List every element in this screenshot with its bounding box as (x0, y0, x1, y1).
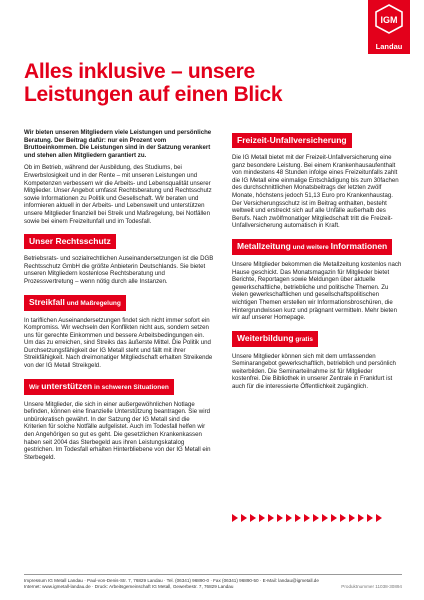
logo-emblem-icon (375, 4, 403, 34)
logo-region: Landau (375, 42, 403, 51)
arrow-icon (376, 514, 382, 522)
svg-text:IGM: IGM (380, 15, 398, 25)
arrow-icon (304, 514, 310, 522)
heading-weiterbildung: Weiterbildung gratis (232, 331, 318, 347)
text-freizeit: Die IG Metall bietet mit der Freizeit-Unfallversicherung eine ganz besondere Leistung. Bei einem Krankenhausaufenthalt von mindestens 48 Stunden infolge eines Freizeitunfalls zahlt die IG Metall eine einmalige Entschädigung bis zum 30fachen des durchschnittlichen Monatsbeitrags der letzten zwölf Monate, höchstens jedoch 51,13 Euro pro Krankenhaustag. Der Versicherungsschutz ist im Beitrag enthalten, besteht weltweit und erstreckt sich auf alle Unfälle außerhalb des Berufs. Nach zwölfmonatiger Mitgliedschaft tritt die Freizeit-Unfallversicherung automatisch in Kraft. (232, 154, 399, 230)
arrow-icon (268, 514, 274, 522)
arrow-icon (259, 514, 265, 522)
intro-text: Wir bieten unseren Mitgliedern viele Leistungen und persönliche Beratung. Der Beitrag dafür: nur ein Prozent vom Bruttoeinkommen. Die Leistungen sind in der Satzung verankert und stehen allen Mitgliedern garantiert zu. (24, 129, 212, 159)
arrow-icon (295, 514, 301, 522)
imprint-line-2: Internet: www.igmetall-landau.de · Druck: Arbeitsgemeinschaft IG Metall, Gewerbestr. 7, 76829 Landau (24, 584, 234, 589)
column-left (24, 129, 214, 466)
text-streikfall: In tariflichen Auseinandersetzungen findet sich nicht immer sofort ein Kompromiss. Wir wechseln den Konflikten nicht aus, sondern setzen uns für gerechte Einkommen und bessere Arbeitsbedingungen ein. Um das zu erreichen, sind Streiks das äußerste Mittel. Die Politik und Durchsetzungsfähigkeit der IG Metall steht und fällt mit ihrer Streikfähigkeit. Nach dreimonatiger Mitgliedschaft erhalten Streikende von der IG Metall Streikgeld. (24, 316, 213, 370)
heading-streikfall: Streikfall und Maßregelung (24, 295, 126, 311)
heading-metallzeitung: Metallzeitung und weitere Informationen (232, 239, 392, 255)
page-title: Alles inklusive – unsere Leistungen auf einen Blick (24, 60, 283, 106)
arrow-icon (286, 514, 292, 522)
text-rechtsschutz: Betriebsrats- und sozialrechtlichen Auseinandersetzungen ist die DGB Rechtsschutz GmbH die größte Anbieterin Deutschlands. Sie bietet unseren Mitgliedern kostenlose Rechtsberatung und Prozessvertretung – wenn nötig durch alle Instanzen. (24, 255, 214, 285)
arrow-icon (349, 514, 355, 522)
arrow-icon (232, 514, 238, 522)
arrow-icon (277, 514, 283, 522)
arrow-icon (340, 514, 346, 522)
arrow-icon (367, 514, 373, 522)
column-right (232, 129, 402, 396)
imprint-footer (24, 574, 402, 590)
decorative-arrows (232, 509, 402, 517)
arrow-icon (358, 514, 364, 522)
arrow-icon (322, 514, 328, 522)
arrow-icon (313, 514, 319, 522)
arrow-icon (250, 514, 256, 522)
heading-notlagen: Wir unterstützen in schweren Situationen (24, 379, 174, 395)
text-notlagen: Unsere Mitglieder, die sich in einer außergewöhnlichen Notlage befinden, können eine finanzielle Unterstützung beantragen. Sie wird unbürokratisch gewährt. In der Satzung der IG Metall sind die Kriterien für solche Notfälle aufgelistet. Auch im Todesfall helfen wir den Angehörigen so gut es geht. Die gesetzlichen Krankenkassen haben seit 2004 das Sterbegeld aus ihren Leistungskatalog gestrichen. Im Todesfall erhalten Hinterbliebene von der IG Metall ein Sterbegeld. (24, 400, 211, 461)
text-metallzeitung: Unsere Mitglieder bekommen die Metallzeitung kostenlos nach Hause geschickt. Das Monatsmagazin für Mitglieder bietet Berichte, Reportagen sowie Meldungen über aktuelle gewerkschaftliche, betriebliche und politische Themen. Zu vielen gewerkschaftlichen und gesellschaftspolitischen wichtigen Themen erstellen wir Informationsbroschüren, die Hintergrundwissen kurz und prägnant vermitteln. Mehr bieten wir auf unserer Homepage. (232, 260, 402, 322)
para-overview: Ob im Betrieb, während der Ausbildung, des Studiums, bei Erwerbslosigkeit und in der Rente – mit unseren Leistungen und Kompetenzen verbessern wir die Arbeits- und Lebensqualität unserer Mitglieder. Unser Angebot umfasst Rechtsberatung und Rechtsschutz sowie Informationen zu Politik und Gesellschaft. Wir beraten und informieren aktuell in der Arbeits- und Lebenswelt und unterstützen unsere Mitglieder finanziell bei Streik und Maßregelung, bei Notfällen sowie bei einem Freizeitunfall und im Todesfall. (24, 164, 212, 225)
igmetall-logo (368, 0, 410, 54)
text-weiterbildung: Unsere Mitglieder können sich mit dem umfassenden Seminarangebot gewerkschaftlich, betrieblich und persönlich weiterbilden. Die Seminarteilnahme ist für Mitglieder kostenfrei. Die Bibliothek in unserer Zentrale in Frankfurt ist auch für die interessierte Öffentlichkeit zugänglich. (232, 352, 396, 391)
arrow-icon (331, 514, 337, 522)
imprint-line-1: Impressum IG Metall Landau · Paul-von-Denis-Str. 7, 76829 Landau · Tel. (06341) 96890-0 · Fax (06341) 96890-50 · E-Mail: landau@igmetall.de (24, 578, 319, 583)
heading-rechtsschutz: Unser Rechtsschutz (24, 234, 116, 249)
arrow-icon (241, 514, 247, 522)
product-code: Produktnummer 11038-30894 (341, 584, 402, 589)
heading-freizeit: Freizeit-Unfallversicherung (232, 133, 352, 148)
